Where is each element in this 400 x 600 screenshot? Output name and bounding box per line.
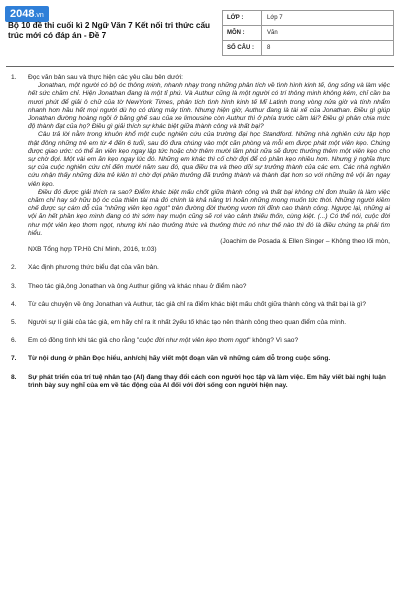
question-8 xyxy=(8,374,390,390)
site-logo[interactable] xyxy=(5,6,49,22)
logo-suffix: .vn xyxy=(34,12,44,19)
question-7 xyxy=(8,355,390,363)
logo-text: 2048 xyxy=(10,8,35,20)
source-publisher: NXB Tổng hợp TP.Hồ Chí Minh, 2016, tr.03) xyxy=(28,246,157,254)
question-intro: Đọc văn bản sau và thực hiện các yêu cầu bên dưới: xyxy=(28,74,184,81)
source-citation: (Joachim de Posada & Ellen Singer – Không theo lối mòn, xyxy=(220,238,390,246)
meta-key-subject: MÔN : xyxy=(223,26,262,40)
question-number: 5. xyxy=(11,319,17,327)
meta-row-class xyxy=(223,11,393,26)
question-text: Sự phát triển của trí tuệ nhân tạo (AI) đang thay đổi cách con người học tập và làm việc. Em hãy viết bài nghị luận trình bày suy nghĩ của em về tác động của AI đối với đời sống con người hiện nay. xyxy=(28,373,386,389)
question-number: 4. xyxy=(11,300,17,308)
question-number: 3. xyxy=(11,282,17,290)
questions-list xyxy=(8,74,390,400)
question-text: Từ nội dung ở phần Đọc hiểu, anh/chị hãy viết một đoạn văn về những cám dỗ trong cuộc sống. xyxy=(28,355,331,363)
question-text-after: " không? Vì sao? xyxy=(248,337,299,345)
question-number: 8. xyxy=(11,373,17,381)
passage-paragraph: Jonathan, một người có bộ óc thông minh, nhanh nhạy trong những phân tích về tình hình kinh tế, ông sống và làm việc hết sức chăm chỉ. Hiện Jonathan đang là một tỉ phú. Và Authur cũng là một người có trí thông minh không kém, chỉ cần ba mươi phút để giải ô chữ của tờ NewYork Times, phân tích tình hình kinh tế Mĩ Latinh trong vòng nửa giờ và tính nhẩm nhanh hơn hầu hết mọi người dù họ có dùng máy tính. Nhưng hiện giờ, Authur đang là tài xế của Jonathan. Điều gì giúp Jonathan đường hoàng ngồi ở băng ghế sau của xe limousine còn Authur thì ở phía trước cầm lái? Điều gì phân chia mức độ thành đạt của họ? Điều gì giải thích sự khác biệt giữa thành công và thất bại? xyxy=(28,82,390,131)
meta-value-count: 8 xyxy=(267,45,271,51)
question-number: 1. xyxy=(11,74,17,81)
meta-key-count: SỐ CÂU : xyxy=(223,41,262,55)
meta-value-subject: Văn xyxy=(267,30,278,36)
meta-key-class: LỚP : xyxy=(223,11,262,25)
question-4 xyxy=(8,301,390,309)
passage-paragraph: Điều đó được giải thích ra sao? Điểm khác biệt mấu chốt giữa thành công và thất bại không chỉ đơn thuần là làm việc chăm chỉ hay sở hữu bộ óc của thiên tài mà đó chính là khả năng trì hoãn những mong muốn tức thời. Những người kiềm chế được sự cám dỗ của "những viên kẹo ngọt" trên đường đời thường vươn tới đỉnh cao thành công. Ngược lại, những ai vội ăn hết phần kẹo mình đang có thì sớm hay muộn cũng sẽ rơi vào cảnh thiếu thốn, cùng kiệt. (...) Có thể nói, cuộc đời như một viên kẹo thơm ngọt, nhưng khi nào thưởng thức và thưởng thức nó như thế nào thì đó là điều chúng ta phải tìm hiểu. xyxy=(28,188,390,237)
question-1 xyxy=(8,74,390,254)
question-number: 2. xyxy=(11,264,17,272)
question-3 xyxy=(8,283,390,291)
question-text: Từ câu chuyện về ông Jonathan và Authur, tác giả chỉ ra điểm khác biệt mấu chốt giữa thành công và thất bại là gì? xyxy=(28,300,366,308)
question-number: 7. xyxy=(11,355,17,363)
meta-row-count xyxy=(223,41,393,55)
document-header xyxy=(0,0,400,62)
header-divider xyxy=(6,66,394,67)
question-text-before: Em có đồng tình khi tác giả cho rằng " xyxy=(28,337,140,345)
meta-table xyxy=(222,10,394,56)
passage-paragraph: Câu trả lời nằm trong khuôn khổ một cuộc nghiên cứu của trường đại học Standford. Những nhà nghiên cứu tập hợp thật đông những trẻ em từ 4 đến 6 tuổi, sau đó đưa chúng vào một căn phòng và mỗi em được phát một viên kẹo. Chúng được giao ước: có thể ăn viên kẹo ngay lập tức hoặc chờ thêm mười lăm phút nữa sẽ được thưởng thêm một viên kẹo cho sự chờ đợi. Một vài em ăn kẹo ngay lúc đó. Những em khác thì cố chờ đợi để có phần kẹo nhiều hơn. Nhưng ý nghĩa thực sự của cuộc nghiên cứu chỉ đến mười năm sau đó, qua điều tra và theo dõi sự trưởng thành của các em. Các nhà nghiên cứu nhận thấy những đứa trẻ kiên trì chờ đợi phần thưởng đã trưởng thành và thành đạt hơn so với những trẻ vội ăn ngay viên kẹo. xyxy=(28,131,390,188)
page-title: Bộ 10 đề thi cuối kì 2 Ngữ Văn 7 Kết nối tri thức cấu trúc mới có đáp án - Đề 7 xyxy=(8,21,211,40)
question-number: 6. xyxy=(11,337,17,345)
question-text: Theo tác giả,ông Jonathan và ông Authur giống và khác nhau ở điểm nào? xyxy=(28,282,247,290)
question-2 xyxy=(8,264,390,272)
question-5 xyxy=(8,319,390,327)
question-text: Xác định phương thức biểu đạt của văn bản. xyxy=(28,264,159,272)
question-text: Người sự lí giải của tác giả, em hãy chỉ ra ít nhất 2yếu tố khác tạo nên thành công theo quan điểm của mình. xyxy=(28,319,347,327)
question-6 xyxy=(8,337,390,345)
question-text xyxy=(28,337,390,345)
meta-row-subject xyxy=(223,26,393,41)
meta-value-class: Lớp 7 xyxy=(267,15,283,21)
question-quote: cuộc đời như một viên kẹo thơm ngọt xyxy=(139,337,249,345)
